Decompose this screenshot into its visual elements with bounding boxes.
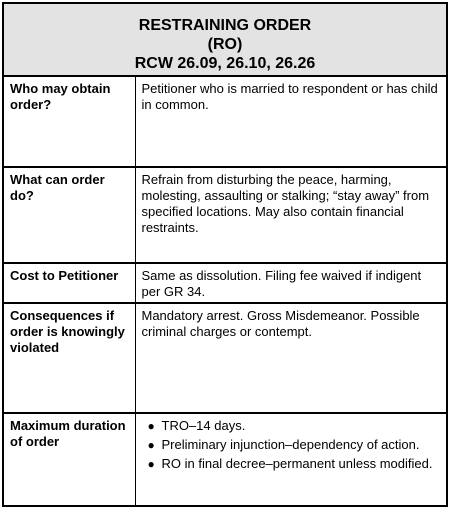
- row-label-who-may-obtain: Who may obtain order?: [4, 77, 135, 167]
- info-grid: [4, 77, 446, 505]
- duration-item-text: TRO–14 days.: [161, 418, 246, 433]
- list-item: [147, 437, 441, 453]
- bullet-icon: ●: [147, 419, 155, 433]
- row-value-who-may-obtain: Petitioner who is married to respondent or has child in common.: [135, 77, 446, 167]
- table-row: [4, 263, 446, 303]
- duration-item-text: Preliminary injunction–dependency of action.: [161, 437, 420, 452]
- row-value-what-can-order-do: Refrain from disturbing the peace, harming, molesting, assaulting or stalking; “stay away” from specified locations. May also contain financial restraints.: [135, 167, 446, 263]
- duration-list: [142, 418, 441, 472]
- table-header: [4, 4, 446, 77]
- list-item: [147, 418, 441, 434]
- table-row: [4, 303, 446, 413]
- duration-item-text: RO in final decree–permanent unless modified.: [161, 456, 433, 471]
- bullet-icon: ●: [147, 438, 155, 452]
- row-label-consequences: Consequences if order is knowingly violated: [4, 303, 135, 413]
- header-statute: RCW 26.09, 26.10, 26.26: [134, 55, 316, 72]
- table-row: [4, 413, 446, 505]
- list-item: [147, 456, 441, 472]
- restraining-order-table: [2, 2, 448, 507]
- row-label-cost: Cost to Petitioner: [4, 263, 135, 303]
- table-row: [4, 167, 446, 263]
- row-value-cost: Same as dissolution. Filing fee waived if indigent per GR 34.: [135, 263, 446, 303]
- row-value-consequences: Mandatory arrest. Gross Misdemeanor. Possible criminal charges or contempt.: [135, 303, 446, 413]
- header-title: RESTRAINING ORDER: [138, 17, 312, 34]
- bullet-icon: ●: [147, 457, 155, 471]
- header-abbreviation: (RO): [207, 36, 243, 53]
- table-row: [4, 77, 446, 167]
- row-value-maximum-duration: [135, 413, 446, 505]
- row-label-what-can-order-do: What can order do?: [4, 167, 135, 263]
- row-label-maximum-duration: Maximum duration of order: [4, 413, 135, 505]
